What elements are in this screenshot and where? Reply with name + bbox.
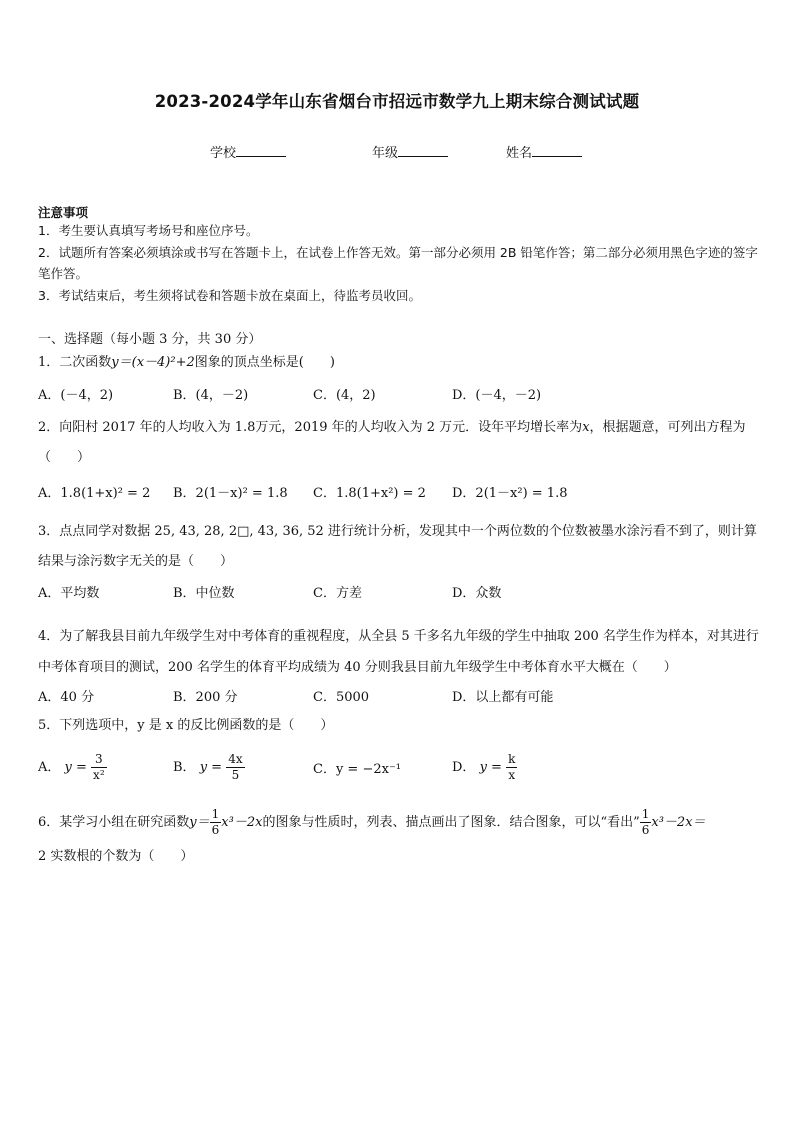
q5-options	[38, 752, 762, 792]
grade-field	[372, 142, 448, 161]
q3-option-a: A．平均数	[38, 586, 100, 601]
q4-option-d: D．以上都有可能	[452, 690, 554, 705]
q5-a-label: A．	[38, 760, 61, 775]
notice-item: 1．考生要认真填写考场号和座位序号。	[38, 223, 259, 238]
q4-option-c: C．5000	[313, 690, 370, 705]
q5-option-b	[173, 752, 245, 783]
q5-option-d	[452, 752, 517, 783]
notice-item: 3．考试结束后，考生须将试卷和答题卡放在桌面上，待监考员收回。	[38, 288, 421, 303]
q6-expr-2: x³－2x＝	[651, 815, 706, 830]
q1-stem-a: 1．二次函数	[38, 355, 112, 370]
q5-a-denominator: x²	[93, 768, 105, 782]
name-field	[506, 142, 582, 161]
q6-expr: x³－2x	[221, 815, 263, 830]
q2-option-c: C．1.8(1+x²) = 2	[313, 486, 426, 501]
school-blank	[236, 143, 286, 157]
q3-option-d: D．众数	[452, 586, 502, 601]
q5-d-lhs: y =	[479, 760, 502, 775]
q5-d-fraction	[506, 752, 517, 783]
q1-stem-b: 图象的顶点坐标是( )	[194, 355, 335, 370]
question-6	[38, 806, 762, 874]
q5-option-a	[38, 752, 107, 783]
q5-option-c: C．y = −2x⁻¹	[313, 762, 402, 777]
notice-item: 2．试题所有答案必须填涂或书写在答题卡上，在试卷上作答无效。第一部分必须用 2B 铅笔作答；第二部分必须用黑色字迹的签字笔作答。	[38, 245, 758, 281]
name-label: 姓名	[506, 146, 533, 161]
q5-b-numerator: 4x	[228, 752, 243, 766]
q5-d-denominator: x	[508, 768, 516, 782]
question-5: 5．下列选项中，y 是 x 的反比例函数的是（ ）	[38, 718, 334, 733]
q5-b-label: B．	[173, 760, 196, 775]
q6-stem-a: 6．某学习小组在研究函数	[38, 815, 190, 830]
q4-option-b: B．200 分	[173, 690, 238, 705]
q6-frac-2-numerator: 1	[641, 807, 650, 821]
q2-options	[38, 482, 762, 506]
q4-options	[38, 686, 762, 710]
q6-frac-2-denominator: 6	[641, 823, 650, 837]
q3-option-c: C．方差	[313, 586, 362, 601]
exam-title: 2023-2024学年山东省烟台市招远市数学九上期末综合测试试题	[154, 92, 640, 111]
q1-option-b: B．(4，－2)	[173, 388, 249, 403]
q1-option-c: C．(4，2)	[313, 388, 376, 403]
q5-d-numerator: k	[508, 752, 516, 766]
q5-b-lhs: y =	[199, 760, 223, 775]
section-title: 一、选择题（每小题 3 分，共 30 分）	[38, 332, 262, 347]
question-4: 4．为了解我县目前九年级学生对中考体育的重视程度，从全县 5 千多名九年级的学生中抽取 200 名学生作为样本，对其进行中考体育项目的测试，200 名学生的体育平均成绩为 40 分则我县目前九年级学生中考体育水平大概在（ ）	[38, 629, 759, 675]
q5-d-label: D．	[452, 760, 476, 775]
q5-a-fraction	[91, 752, 107, 783]
q1-expr: y＝(x－4)²+2	[111, 355, 195, 370]
q5-a-lhs: y =	[64, 760, 87, 775]
q1-option-d: D．(－4，－2)	[452, 388, 542, 403]
q3-options	[38, 582, 762, 606]
q6-frac-1-denominator: 6	[211, 823, 220, 837]
q2-stem-a: 2．向阳村 2017 年的人均收入为 1.8万元，2019 年的人均收入为 2 万元．设年平均增长率为	[38, 420, 583, 435]
q6-stem-c: 2 实数根的个数为（ ）	[38, 849, 194, 864]
question-3: 3．点点同学对数据 25, 43, 28, 2□, 43, 36, 52 进行统计分析，发现其中一个两位数的个位数被墨水涂污看不到了，则计算结果与涂污数字无关的是（ ）	[38, 524, 757, 569]
q3-option-b: B．中位数	[173, 586, 235, 601]
grade-blank	[398, 143, 448, 157]
school-field	[210, 142, 286, 161]
q6-y: y＝	[189, 815, 210, 830]
q5-b-fraction	[226, 752, 244, 783]
q6-fraction-1	[210, 807, 222, 838]
grade-label: 年级	[372, 146, 399, 161]
question-1	[38, 352, 762, 374]
school-label: 学校	[210, 146, 237, 161]
q2-option-b: B．2(1－x)² = 1.8	[173, 486, 288, 501]
notice-title: 注意事项	[38, 205, 89, 220]
question-2	[38, 413, 762, 473]
q5-a-numerator: 3	[91, 752, 107, 768]
q2-option-a: A．1.8(1+x)² = 2	[38, 486, 151, 501]
name-blank	[532, 143, 582, 157]
q6-stem-b: 的图象与性质时，列表、描点画出了图象．结合图象，可以“看出”	[262, 815, 640, 830]
q1-option-a: A．(－4，2)	[38, 388, 114, 403]
q2-var: x	[582, 420, 590, 435]
q6-fraction-2	[640, 807, 652, 838]
q1-options	[38, 384, 762, 408]
q6-frac-1-numerator: 1	[211, 807, 220, 821]
q2-option-d: D．2(1－x²) = 1.8	[452, 486, 568, 501]
q2-stem-b: ，根据题意，可列出方程为（ ）	[38, 420, 746, 465]
q5-b-denominator: 5	[231, 768, 240, 782]
q4-option-a: A．40 分	[38, 690, 95, 705]
